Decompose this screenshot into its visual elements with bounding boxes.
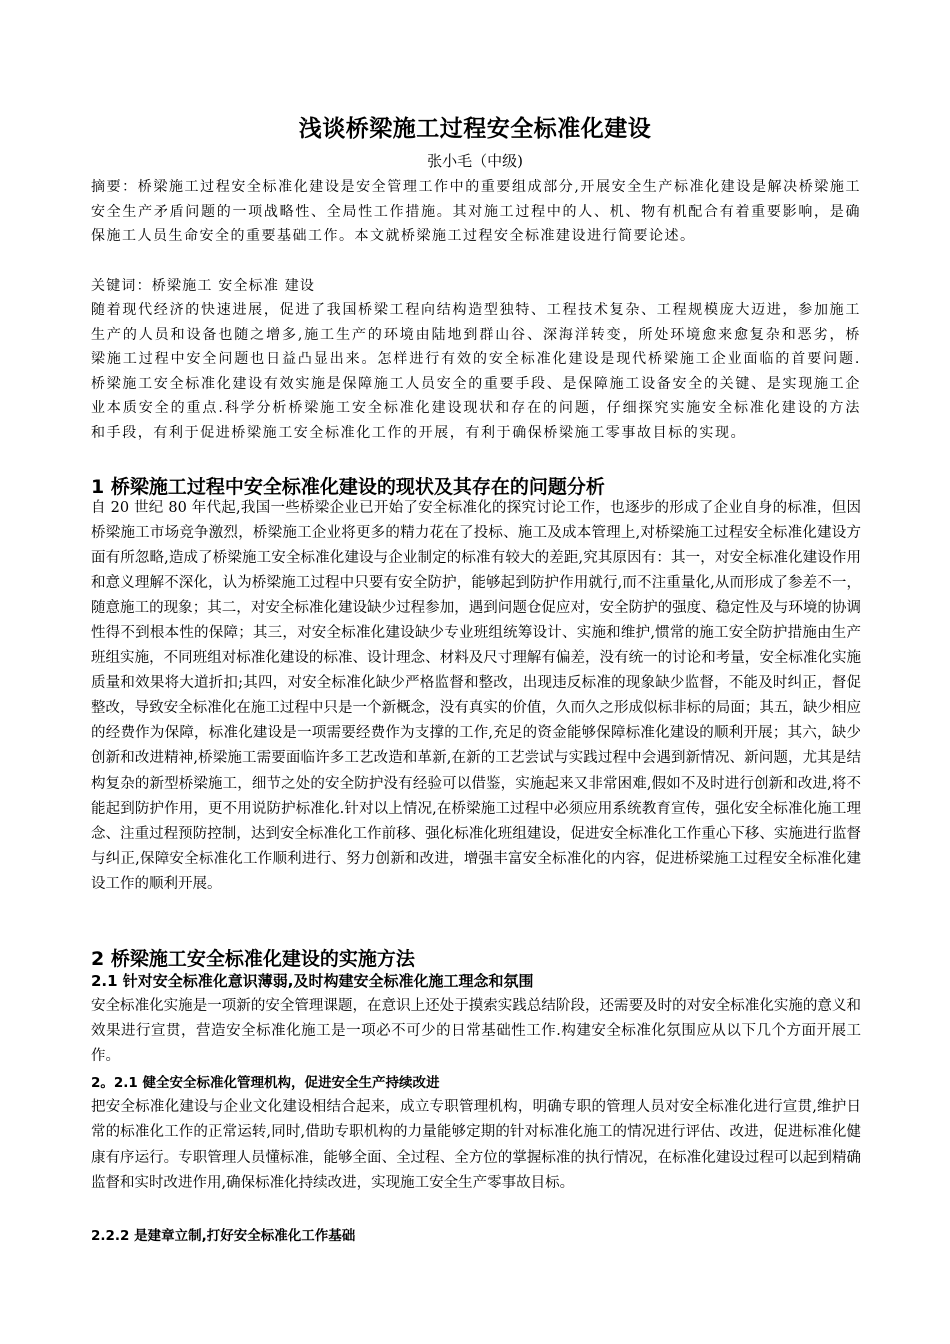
- keywords-line: 关键词：桥梁施工 安全标准 建设: [91, 278, 316, 294]
- section-2-1-paragraph: 安全标准化实施是一项新的安全管理课题，在意识上还处于摸索实践总结阶段，还需要及时的对安全标准化实施的意义和效果进行宣贯，营造安全标准化施工是一项必不可少的日常基础性工作.构建安全标准化氛围应从以下几个方面开展工作。: [91, 998, 861, 1065]
- section-2-2-2-heading: 2.2.2 是建章立制,打好安全标准化工作基础: [91, 1228, 356, 1244]
- section-2-2-1-heading: 2。2.1 健全安全标准化管理机构，促进安全生产持续改进: [91, 1075, 440, 1091]
- author-line: 张小毛（中级): [427, 152, 523, 170]
- intro-paragraph: 随着现代经济的快速进展，促进了我国桥梁工程向结构造型独特、工程技术复杂、工程规模庞大迈进，参加施工生产的人员和设备也随之增多,施工生产的环境由陆地到群山谷、深海洋转变，所处环境愈来愈复杂和恶劣，桥梁施工过程中安全问题也日益凸显出来。怎样进行有效的安全标准化建设是现代桥梁施工企业面临的首要问题.桥梁施工安全标准化建设有效实施是保障施工人员安全的重要手段、是保障施工设备安全的关键、是实现施工企业本质安全的重点.科学分析桥梁施工安全标准化建设现状和存在的问题，仔细探究实施安全标准化建设的方法和手段，有利于促进桥梁施工安全标准化工作的开展，有利于确保桥梁施工零事故目标的实现。: [91, 302, 861, 441]
- section-1-heading: 1 桥梁施工过程中安全标准化建设的现状及其存在的问题分析: [91, 476, 605, 498]
- document-title: 浅谈桥梁施工过程安全标准化建设: [298, 116, 652, 142]
- abstract-paragraph: 摘要：桥梁施工过程安全标准化建设是安全管理工作中的重要组成部分,开展安全生产标准化建设是解决桥梁施工安全生产矛盾问题的一项战略性、全局性工作措施。其对施工过程中的人、机、物有机配合有着重要影响，是确保施工人员生命安全的重要基础工作。本文就桥梁施工过程安全标准建设进行简要论述。: [91, 179, 861, 244]
- section-2-1-heading: 2.1 针对安全标准化意识薄弱,及时构建安全标准化施工理念和氛围: [91, 972, 534, 990]
- section-2-2-1-paragraph: 把安全标准化建设与企业文化建设相结合起来，成立专职管理机构，明确专职的管理人员对安全标准化进行宣贯,维护日常的标准化工作的正常运转,同时,借助专职机构的力量能够定期的针对标准化施工的情况进行评估、改进，促进标准化健康有序运行。专职管理人员懂标准，能够全面、全过程、全方位的掌握标准的执行情况，在标准化建设过程可以起到精确监督和实时改进作用,确保标准化持续改进，实现施工安全生产零事故目标。: [91, 1099, 861, 1192]
- section-2-heading: 2 桥梁施工安全标准化建设的实施方法: [91, 948, 415, 970]
- section-1-paragraph: 自 20 世纪 80 年代起,我国一些桥梁企业已开始了安全标准化的探究讨论工作，也逐步的形成了企业自身的标准，但因桥梁施工市场竞争激烈，桥梁施工企业将更多的精力花在了投标、施工及成本管理上,对桥梁施工过程安全标准化建设方面有所忽略,造成了桥梁施工安全标准化建设与企业制定的标准有较大的差距,究其原因有：其一，对安全标准化建设作用和意义理解不深化，认为桥梁施工过程中只要有安全防护，能够起到防护作用就行,而不注重量化,从而形成了参差不一，随意施工的现象；其二，对安全标准化建设缺少过程参加，遇到问题仓促应对，安全防护的强度、稳定性及与环境的协调性得不到根本性的保障；其三，对安全标准化建设缺少专业班组统筹设计、实施和维护,惯常的施工安全防护措施由生产班组实施，不同班组对标准化建设的标准、设计理念、材料及尺寸理解有偏差，没有统一的讨论和考量，安全标准化实施质量和效果将大道折扣;其四，对安全标准化缺少严格监督和整改，出现违反标准的现象缺少监督，不能及时纠正，督促整改，导致安全标准化在施工过程中只是一个新概念，没有真实的价值，久而久之形成似标非标的局面；其五，缺少相应的经费作为保障，标准化建设是一项需要经费作为支撑的工作,充足的资金能够保障标准化建设的顺利开展；其六，缺少创新和改进精神,桥梁施工需要面临许多工艺改造和革新,在新的工艺尝试与实践过程中会遇到新情况、新问题，尤其是结构复杂的新型桥梁施工，细节之处的安全防护没有经验可以借鉴，实施起来又非常困难,假如不及时进行创新和改进,将不能起到防护作用，更不用说防护标准化.针对以上情况,在桥梁施工过程中必须应用系统教育宣传，强化安全标准化施工理念、注重过程预防控制，达到安全标准化工作前移、强化标准化班组建设，促进安全标准化工作重心下移、实施进行监督与纠正,保障安全标准化工作顺利进行、努力创新和改进，增强丰富安全标准化的内容，促进桥梁施工过程安全标准化建设工作的顺利开展。: [91, 500, 861, 892]
